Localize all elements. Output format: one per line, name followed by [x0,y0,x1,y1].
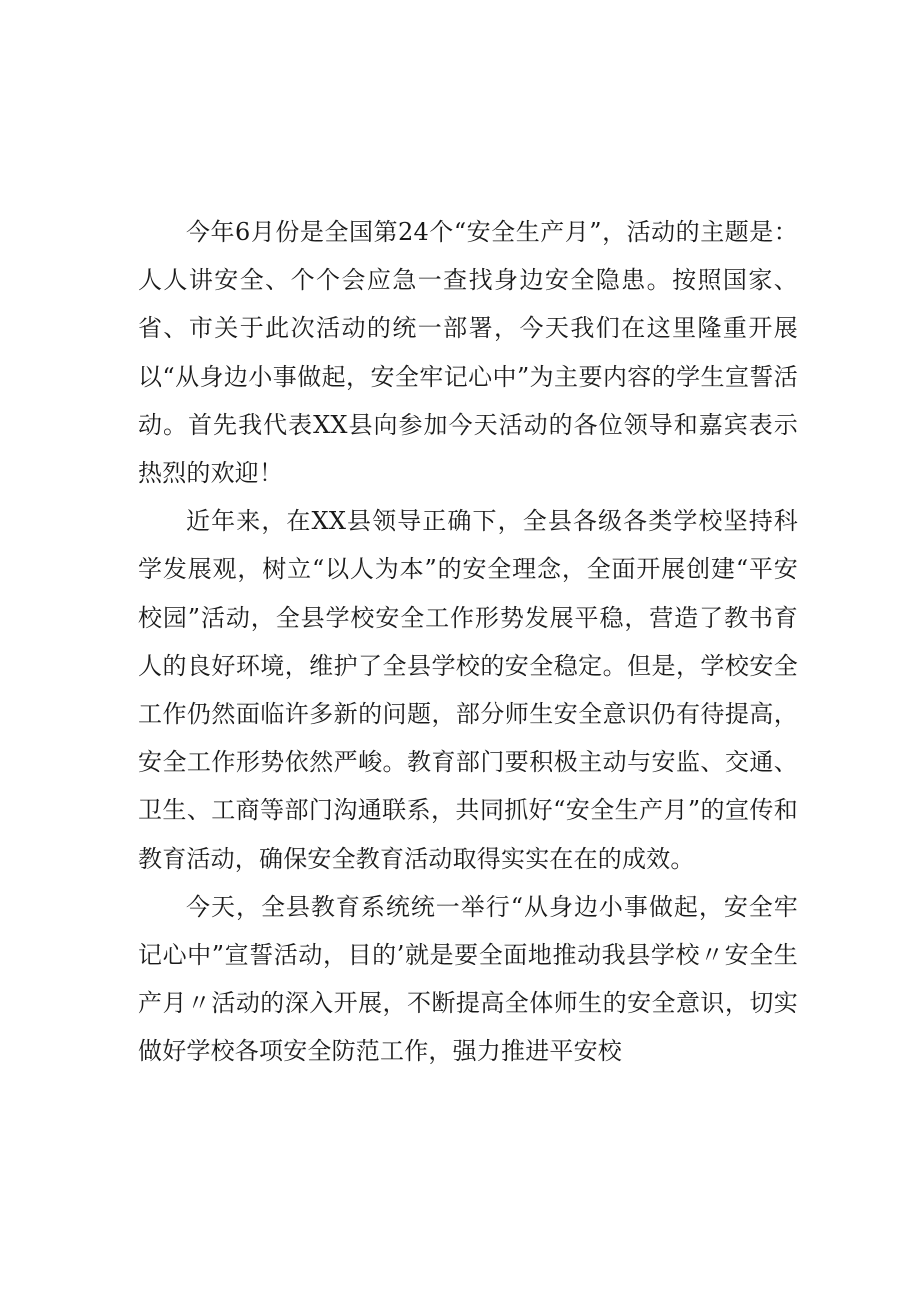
paragraph-3: 今天，全县教育系统统一举行“从身边小事做起，安全牢记心中”宣誓活动，目的’就是要全面地推动我县学校〃安全生产月〃活动的深入开展，不断提高全体师生的安全意识，切实做好学校各项安全防范工作，强力推进平安校 [138,892,798,1066]
paragraph-1: 今年6月份是全国第24个“安全生产月”，活动的主题是：人人讲安全、个个会应急一查找身边安全隐患。按照国家、省、市关于此次活动的统一部署，今天我们在这里隆重开展以“从身边小事做起，安全牢记心中”为主要内容的学生宣誓活动。首先我代表XX县向参加今天活动的各位领导和嘉宾表示热烈的欢迎！ [138,218,798,488]
body-text [138,208,798,1076]
paragraph-2: 近年来，在XX县领导正确下，全县各级各类学校坚持科学发展观，树立“以人为本”的安全理念，全面开展创建“平安校园”活动，全县学校安全工作形势发展平稳，营造了教书育人的良好环境，维护了全县学校的安全稳定。但是，学校安全工作仍然面临许多新的问题，部分师生安全意识仍有待提高，安全工作形势依然严峻。教育部门要积极主动与安监、交通、卫生、工商等部门沟通联系，共同抓好“安全生产月”的宣传和教育活动，确保安全教育活动取得实实在在的成效。 [138,507,798,873]
